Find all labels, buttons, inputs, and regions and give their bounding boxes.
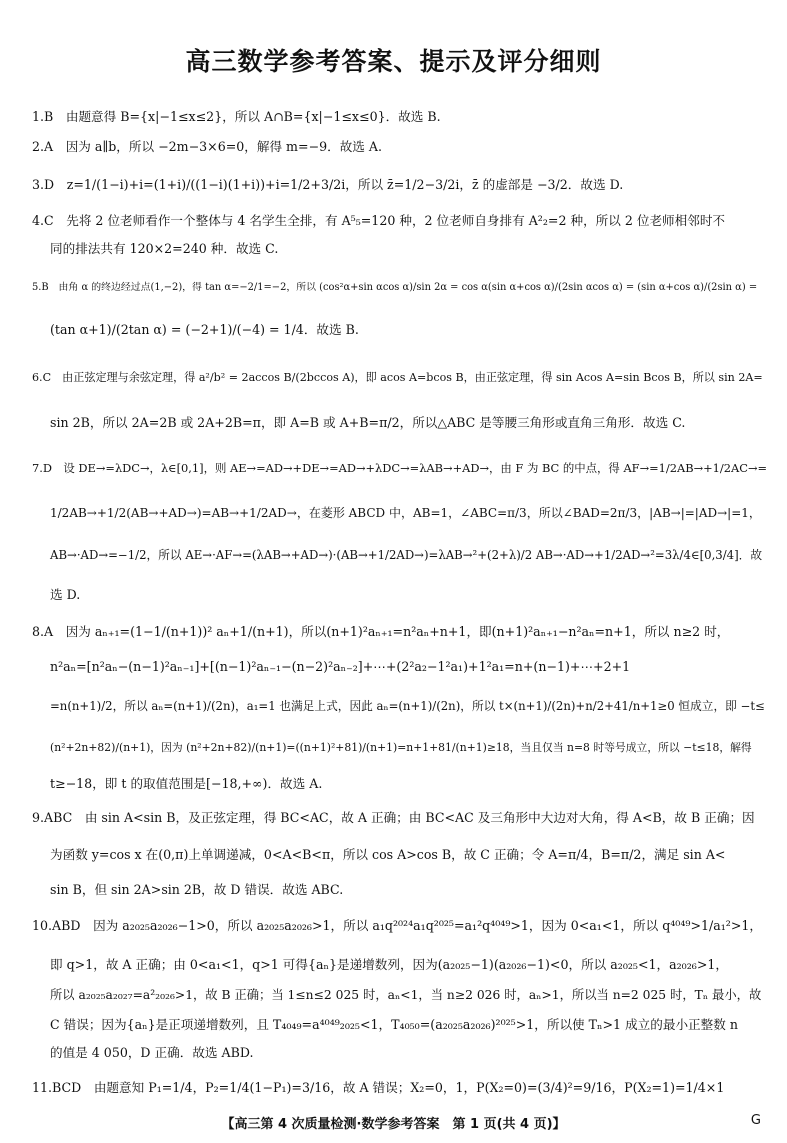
- answer-line: 4.C 先将 2 位老师看作一个整体与 4 名学生全排，有 A⁵₅=120 种，2 位老师自身排有 A²₂=2 种，所以 2 位老师相邻时不: [32, 213, 726, 228]
- answer-line: 1/2AB→+1/2(AB→+AD→)=AB→+1/2AD→，在菱形 ABCD 中，AB=1，∠ABC=π/3，所以∠BAD=2π/3，|AB→|=|AD→|=1，: [50, 506, 761, 520]
- answer-line: 为函数 y=cos x 在(0,π)上单调递减，0<A<B<π，所以 cos A>cos B，故 C 正确；令 A=π/4，B=π/2，满足 sin A<: [50, 847, 726, 862]
- page-footer: 【高三第 4 次质量检测·数学参考答案 第 1 页(共 4 页)】: [221, 1117, 566, 1132]
- answer-line: 同的排法共有 120×2=240 种．故选 C.: [50, 241, 279, 256]
- footer-version-letter: G: [750, 1113, 761, 1128]
- answer-line: 2.A 因为 a∥b，所以 −2m−3×6=0，解得 m=−9．故选 A.: [32, 139, 382, 154]
- answer-line: AB→·AD→=−1/2，所以 AE→·AF→=(λAB→+AD→)·(AB→+1/2AD→)=λAB→²+(2+λ)/2 AB→·AD→+1/2AD→²=3λ/4∈[0,3/4]．故: [50, 548, 763, 562]
- answer-line: t≥−18，即 t 的取值范围是[−18,+∞)．故选 A.: [50, 776, 323, 791]
- answer-line: 8.A 因为 aₙ₊₁=(1−1/(n+1))² aₙ+1/(n+1)，所以(n+1)²aₙ₊₁=n²aₙ+n+1，即(n+1)²aₙ₊₁−n²aₙ=n+1，所以 n≥2 时，: [32, 624, 730, 639]
- answer-line: C 错误；因为{aₙ}是正项递增数列，且 T₄₀₄₉=a⁴⁰⁴⁹₂₀₂₅<1，T₄₀₅₀=(a₂₀₂₅a₂₀₂₆)²⁰²⁵>1，所以使 Tₙ>1 成立的最小正整数 n: [50, 1017, 738, 1032]
- answer-line: 6.C 由正弦定理与余弦定理，得 a²/b² = 2accos B/(2bccos A)，即 acos A=bcos B，由正弦定理，得 sin Acos A=sin Bcos B，所以 sin 2A=: [32, 371, 763, 384]
- answer-line: 即 q>1，故 A 正确；由 0<a₁<1，q>1 可得{aₙ}是递增数列，因为(a₂₀₂₅−1)(a₂₀₂₆−1)<0，所以 a₂₀₂₅<1，a₂₀₂₆>1，: [50, 957, 728, 972]
- answer-line: 选 D.: [50, 587, 81, 602]
- answer-line: (n²+2n+82)/(n+1)，因为 (n²+2n+82)/(n+1)=((n+1)²+81)/(n+1)=n+1+81/(n+1)≥18，当且仅当 n=8 时等号成立，所以 −t≤18，解得: [50, 741, 752, 754]
- answer-line: 5.B 由角 α 的终边经过点(1,−2)，得 tan α=−2/1=−2，所以 (cos²α+sin αcos α)/sin 2α = cos α(sin α+cos α)/(2sin αcos α) = (sin α+cos α)/(2sin α) =: [32, 282, 758, 293]
- answer-line: sin 2B，所以 2A=2B 或 2A+2B=π，即 A=B 或 A+B=π/2，所以△ABC 是等腰三角形或直角三角形．故选 C.: [50, 415, 686, 430]
- page-title: 高三数学参考答案、提示及评分细则: [185, 47, 602, 76]
- answer-line: 1.B 由题意得 B={x|−1≤x≤2}，所以 A∩B={x|−1≤x≤0}．故选 B.: [32, 109, 441, 124]
- answer-line: 9.ABC 由 sin A<sin B，及正弦定理，得 BC<AC，故 A 正确；由 BC<AC 及三角形中大边对大角，得 A<B，故 B 正确；因: [32, 810, 755, 825]
- answer-line: sin B，但 sin 2A>sin 2B，故 D 错误．故选 ABC.: [50, 882, 344, 897]
- answer-line: 7.D 设 DE→=λDC→，λ∈[0,1]，则 AE→=AD→+DE→=AD→+λDC→=λAB→+AD→，由 F 为 BC 的中点，得 AF→=1/2AB→+1/2AC→=: [32, 461, 768, 475]
- answer-line: 所以 a₂₀₂₅a₂₀₂₇=a²₂₀₂₆>1，故 B 正确；当 1≤n≤2 025 时，aₙ<1，当 n≥2 026 时，aₙ>1，所以当 n=2 025 时，Tₙ 最小，故: [50, 988, 762, 1002]
- answer-line: (tan α+1)/(2tan α) = (−2+1)/(−4) = 1/4．故选 B.: [50, 322, 359, 337]
- answer-line: 3.D z=1/(1−i)+i=(1+i)/((1−i)(1+i))+i=1/2+3/2i，所以 z̄=1/2−3/2i，z̄ 的虚部是 −3/2．故选 D.: [32, 177, 624, 192]
- answer-line: =n(n+1)/2，所以 aₙ=(n+1)/(2n)，a₁=1 也满足上式，因此 aₙ=(n+1)/(2n)，所以 t×(n+1)/(2n)+n/2+41/n+1≥0 恒成立，即 −t≤: [50, 699, 765, 713]
- answer-line: 11.BCD 由题意知 P₁=1/4，P₂=1/4(1−P₁)=3/16，故 A 错误；X₂=0，1，P(X₂=0)=(3/4)²=9/16，P(X₂=1)=1/4×1: [32, 1080, 725, 1095]
- answer-line: 的值是 4 050，D 正确．故选 ABD.: [50, 1045, 254, 1060]
- answer-line: 10.ABD 因为 a₂₀₂₅a₂₀₂₆−1>0，所以 a₂₀₂₅a₂₀₂₆>1，所以 a₁q²⁰²⁴a₁q²⁰²⁵=a₁²q⁴⁰⁴⁹>1，因为 0<a₁<1，所以 q⁴⁰⁴⁹>1/a₁²>1，: [32, 918, 763, 933]
- answer-line: n²aₙ=[n²aₙ−(n−1)²aₙ₋₁]+[(n−1)²aₙ₋₁−(n−2)²aₙ₋₂]+⋯+(2²a₂−1²a₁)+1²a₁=n+(n−1)+⋯+2+1: [50, 659, 631, 674]
